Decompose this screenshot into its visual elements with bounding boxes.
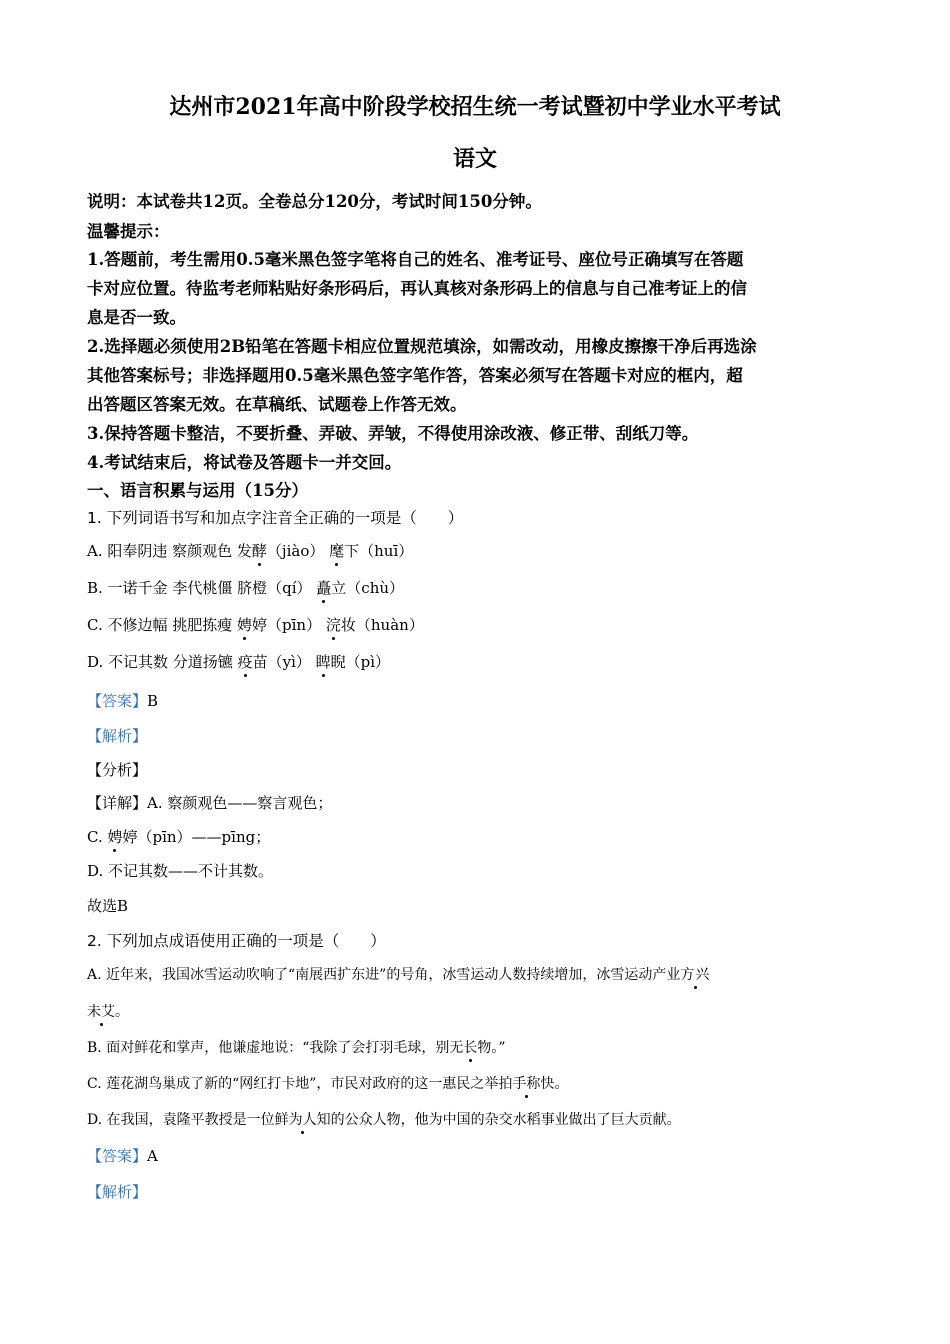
q1-answer: [87, 690, 158, 711]
tip1-line2: 卡对应位置。待监考老师粘贴好条形码后，再认真核对条形码上的信息与自己准考证上的信: [87, 279, 747, 298]
tips-heading: 温馨提示：: [87, 222, 170, 241]
q1-choose: 故选B: [87, 897, 129, 915]
tip4: 4.考试结束后，将试卷及答题卡一并交回。: [87, 453, 402, 472]
q1-option-a: A. 阳奉阴违 察颜观色 发酵（jiào） 麾下（huī）: [87, 542, 414, 560]
q1-detail-c: C. 娉婷（pīn）——pīng；: [87, 828, 271, 846]
answer-value: B: [147, 692, 159, 710]
section-heading: 一、语言积累与运用（15分）: [87, 481, 308, 500]
q1-analysis-tag: 【解析】: [87, 727, 148, 745]
q1-detail-d: D. 不记其数——不计其数。: [87, 862, 274, 880]
q2-option-b: B. 面对鲜花和掌声，他谦虚地说：“我除了会打羽毛球，别无长物。”: [87, 1037, 506, 1057]
exam-intro: 说明：本试卷共12页。全卷总分120分，考试时间150分钟。: [87, 192, 542, 211]
q1-stem: 1. 下列词语书写和加点字注音全正确的一项是（ ）: [87, 509, 464, 527]
q2-analysis-tag: 【解析】: [87, 1183, 148, 1201]
tip1-line1: 1.答题前，考生需用0.5毫米黑色签字笔将自己的姓名、准考证号、座位号正确填写在答题: [87, 250, 744, 269]
q1-option-c: C. 不修边幅 挑肥拣瘦 娉婷（pīn） 浣妆（huàn）: [87, 616, 424, 634]
q2-option-d: D. 在我国，袁隆平教授是一位鲜为人知的公众人物，他为中国的杂交水稻事业做出了巨大贡献。: [87, 1109, 681, 1129]
q1-fenxi-tag: 【分析】: [87, 761, 148, 779]
q2-answer: [87, 1145, 158, 1166]
q2-stem: 2. 下列加点成语使用正确的一项是（ ）: [87, 932, 386, 950]
q1-option-d: D. 不记其数 分道扬镳 疫苗（yì） 睥睨（pì）: [87, 653, 391, 671]
tip1-line3: 息是否一致。: [87, 308, 186, 327]
q1-detail: 【详解】A. 察颜观色——察言观色；: [87, 794, 333, 812]
subject-title: 语文: [452, 146, 497, 172]
q2-option-a-line1: A. 近年来，我国冰雪运动吹响了“南展西扩东进”的号角，冰雪运动人数持续增加，冰雪运动产业方兴: [87, 964, 710, 984]
answer-tag: 【答案】: [87, 1147, 148, 1165]
tip3: 3.保持答题卡整洁，不要折叠、弄破、弄皱，不得使用涂改液、修正带、刮纸刀等。: [87, 424, 699, 443]
q2-option-c: C. 莲花湖鸟巢成了新的“网红打卡地”，市民对政府的这一惠民之举拍手称快。: [87, 1073, 568, 1093]
q1-option-b: B. 一诺千金 李代桃僵 脐橙（qí） 矗立（chù）: [87, 579, 405, 597]
tip2-line1: 2.选择题必须使用2B铅笔在答题卡相应位置规范填涂，如需改动，用橡皮擦擦干净后再选涂: [87, 337, 757, 356]
q2-option-a-line2: 未艾。: [87, 1001, 129, 1021]
answer-value: A: [147, 1147, 158, 1165]
answer-tag: 【答案】: [87, 692, 148, 710]
tip2-line3: 出答题区答案无效。在草稿纸、试题卷上作答无效。: [87, 395, 467, 414]
page-title: 达州市2021年高中阶段学校招生统一考试暨初中学业水平考试: [169, 94, 781, 120]
tip2-line2: 其他答案标号；非选择题用0.5毫米黑色签字笔作答，答案必须写在答题卡对应的框内，超: [87, 366, 743, 385]
